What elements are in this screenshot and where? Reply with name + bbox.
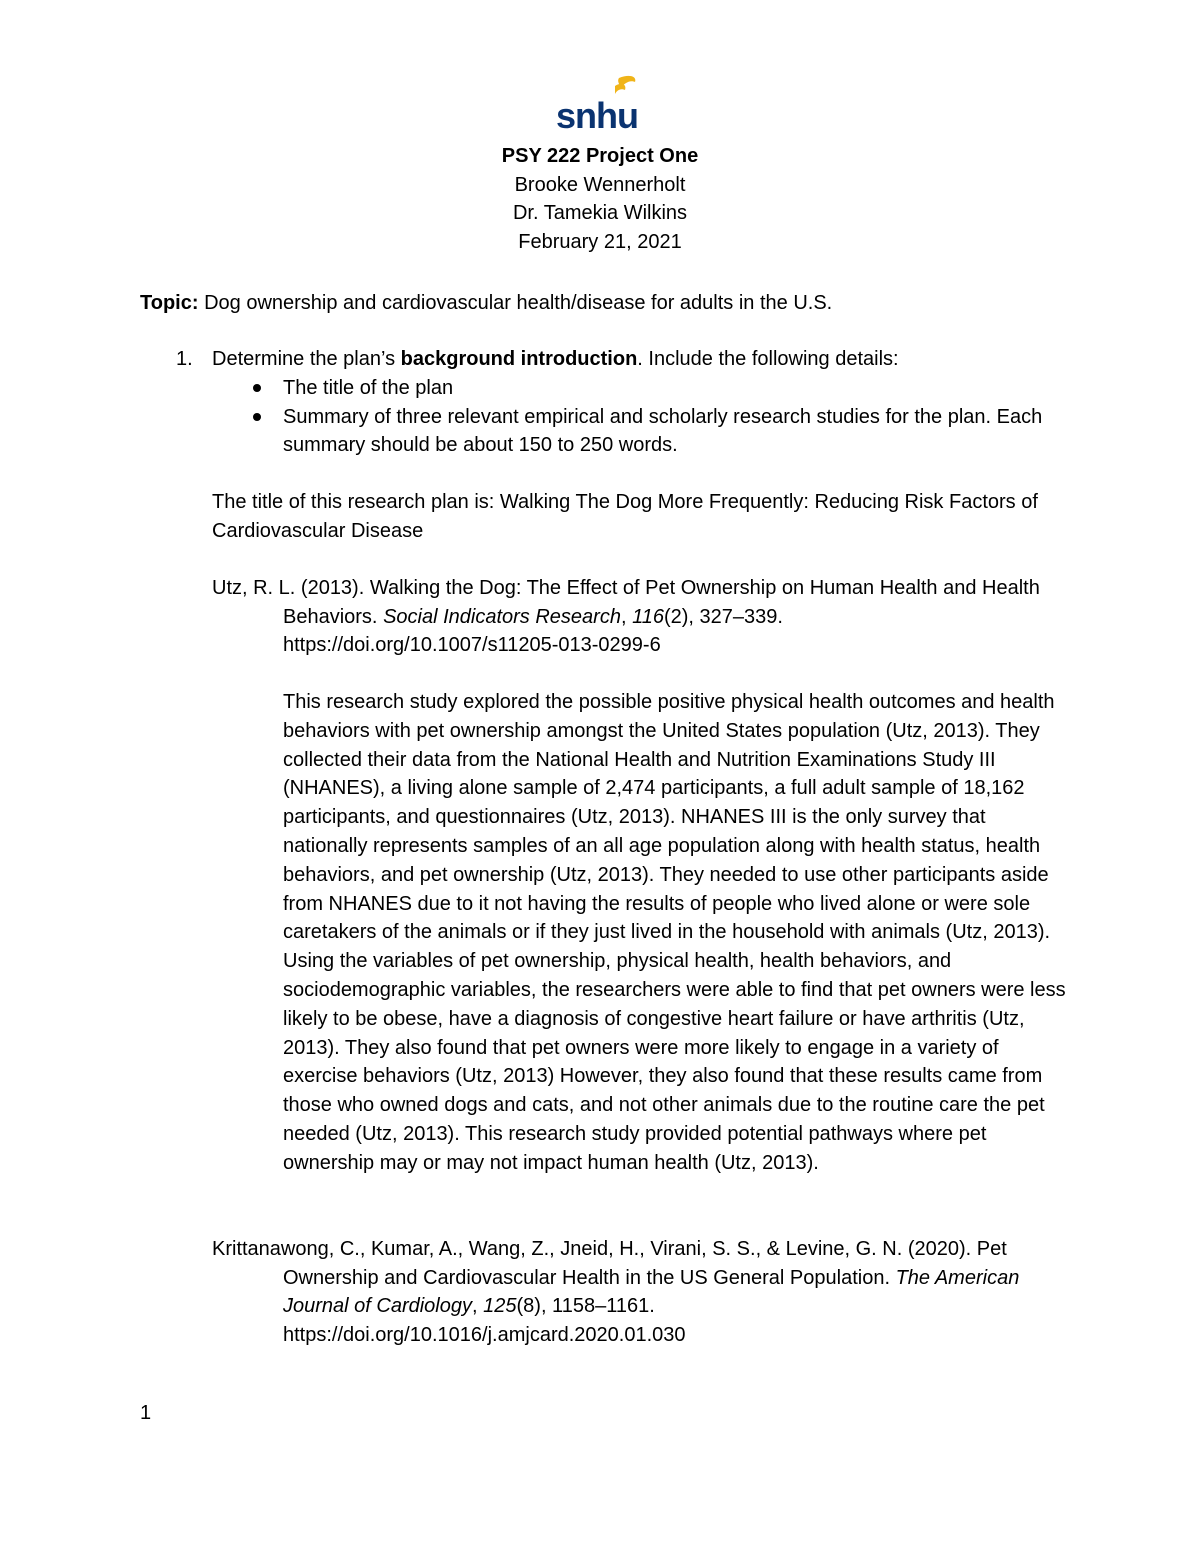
bullet-text: Summary of three relevant empirical and scholarly research studies for the plan. Each summary should be about 150 to 250 words. bbox=[283, 405, 1043, 456]
instruction-suffix: . Include the following details: bbox=[637, 348, 899, 370]
logo-text: snhu bbox=[556, 95, 638, 132]
reference-volume: 125 bbox=[483, 1295, 517, 1317]
topic-label: Topic: bbox=[140, 292, 199, 314]
reference-journal: The American Journal of Cardiology bbox=[283, 1266, 1020, 1317]
reference-rest: (8), 1158–1161. bbox=[516, 1295, 655, 1317]
instruction-item bbox=[176, 345, 1056, 374]
bullet-icon bbox=[253, 413, 261, 421]
document-header bbox=[0, 142, 1200, 256]
plan-title-paragraph: The title of this research plan is: Walking The Dog More Frequently: Reducing Risk Factors of Cardiovascular Disease bbox=[212, 491, 1038, 542]
document-title: PSY 222 Project One bbox=[501, 145, 699, 167]
reference-separator: , bbox=[620, 605, 633, 628]
instruction-bold: background introduction bbox=[400, 348, 638, 370]
reference-authors: Utz, R. L. (2013). Walking the Dog: The Effect of Pet Ownership on Human Health and Health Behaviors. bbox=[212, 577, 1040, 628]
instruction-number: 1. bbox=[176, 348, 193, 370]
reference-authors: Krittanawong, C., Kumar, A., Wang, Z., Jneid, H., Virani, S. S., & Levine, G. N. (2020). Pet Ownership and Cardiovascular Health in the US General Population. bbox=[212, 1238, 1007, 1289]
instruction-prefix: Determine the plan’s bbox=[212, 348, 396, 370]
instructor-name: Dr. Tamekia Wilkins bbox=[512, 202, 688, 224]
reference-utz bbox=[212, 574, 1062, 660]
reference-separator: , bbox=[472, 1295, 484, 1317]
snhu-logo bbox=[555, 74, 645, 132]
topic-text: Dog ownership and cardiovascular health/disease for adults in the U.S. bbox=[204, 292, 833, 314]
page-number: 1 bbox=[140, 1402, 152, 1424]
bullet-icon bbox=[253, 384, 261, 392]
topic-line bbox=[140, 289, 832, 318]
reference-volume: 116 bbox=[632, 605, 664, 628]
list-item bbox=[253, 403, 1073, 460]
list-item bbox=[253, 374, 1073, 403]
snhu-logo-graphic bbox=[555, 74, 645, 132]
reference-journal: Social Indicators Research bbox=[383, 605, 621, 628]
summary-utz: This research study explored the possible positive physical health outcomes and health behaviors with pet ownership amongst the United States population (Utz, 2013). They collected their data from the National Health and Nutrition Examinations Study III (NHANES), a living alone sample of 2,474 participants, a full adult sample of 18,162 participants, and questionnaires (Utz, 2013). NHANES III is the only survey that nationally represents samples of an all age population along with health status, health behaviors, and pet ownership (Utz, 2013). They needed to use other participants aside from NHANES due to it not having the results of people who lived alone or were sole caretakers of the animals or if they just lived in the household with animals (Utz, 2013). Using the variables of pet ownership, physical health, health behaviors, and sociodemographic variables, the researchers were able to find that pet owners were less likely to be obese, have a diagnosis of congestive heart failure or have arthritis (Utz, 2013). They also found that pet owners were more likely to engage in a variety of exercise behaviors (Utz, 2013) However, they also found that these results came from those who owned dogs and cats, and not other animals due to the routine care the pet needed (Utz, 2013). This research study provided potential pathways where pet ownership may or may not impact human health (Utz, 2013). bbox=[283, 691, 1066, 1174]
document-date: February 21, 2021 bbox=[518, 230, 682, 253]
reference-doi-link[interactable]: https://doi.org/10.1016/j.amjcard.2020.01.030 bbox=[283, 1323, 686, 1346]
reference-rest: (2), 327–339. bbox=[663, 605, 783, 628]
bullet-text: The title of the plan bbox=[283, 377, 454, 399]
reference-krittanawong bbox=[212, 1235, 1062, 1349]
author-name: Brooke Wennerholt bbox=[514, 173, 686, 196]
instruction-bullets bbox=[253, 374, 1073, 460]
reference-doi-link[interactable]: https://doi.org/10.1007/s11205-013-0299-6 bbox=[283, 634, 661, 656]
